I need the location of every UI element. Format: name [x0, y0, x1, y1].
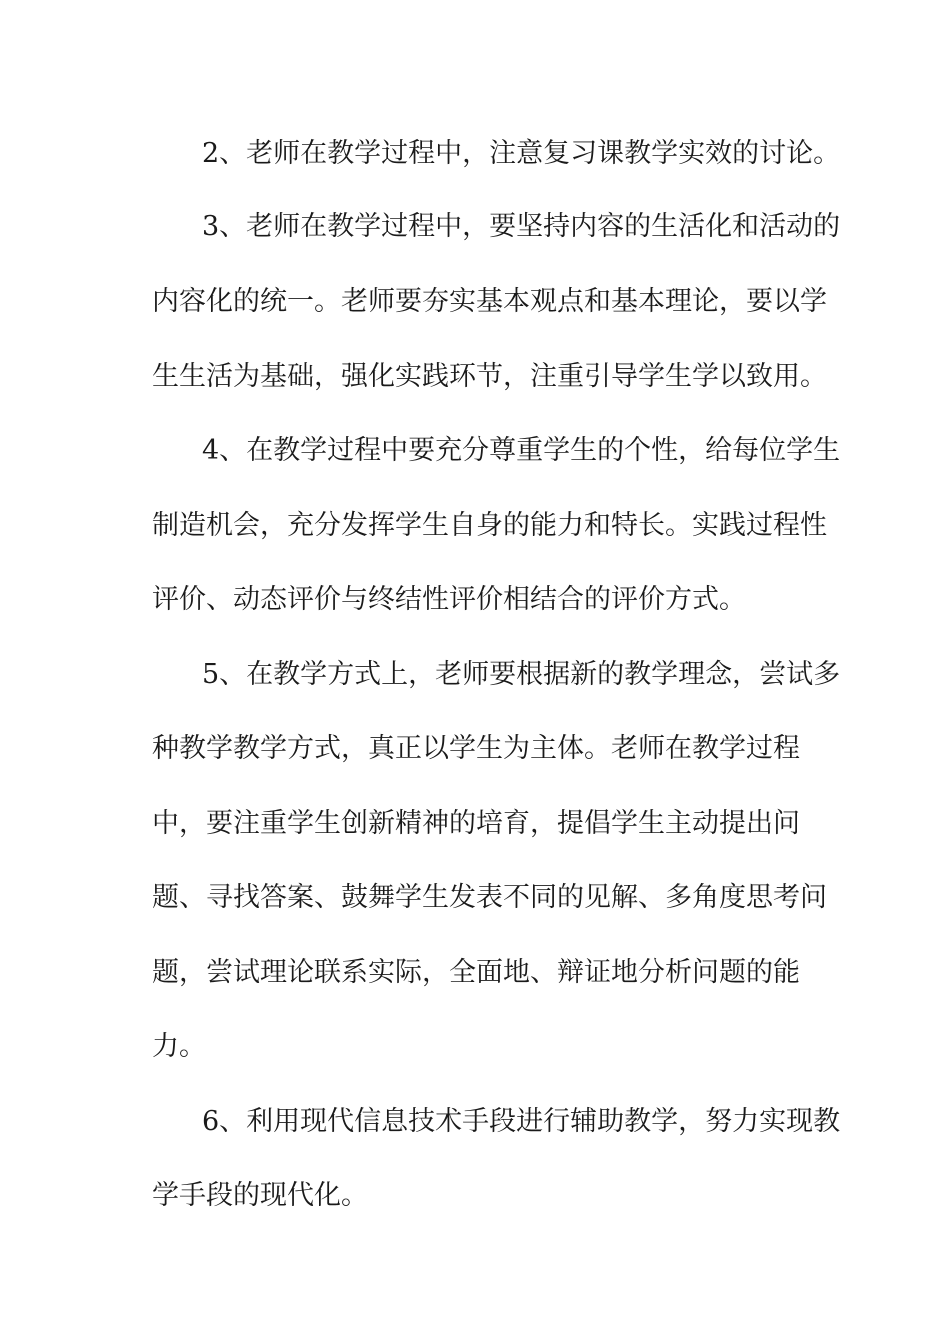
item-5-line-1: 5、在教学方式上，老师要根据新的教学理念，尝试多 [202, 659, 841, 690]
item-3-line-1: 3、老师在教学过程中，要坚持内容的生活化和活动的 [202, 211, 841, 242]
item-3-line-3: 生生活为基础，强化实践环节，注重引导学生学以致用。 [152, 361, 827, 392]
item-4-line-3: 评价、动态评价与终结性评价相结合的评价方式。 [152, 584, 746, 615]
item-4-line-1: 4、在教学过程中要充分尊重学生的个性，给每位学生 [202, 435, 841, 466]
item-2-line-1: 2、老师在教学过程中，注意复习课教学实效的讨论。 [202, 138, 841, 169]
item-5-line-5: 题，尝试理论联系实际，全面地、辩证地分析问题的能 [152, 957, 800, 988]
item-6-line-2: 学手段的现代化。 [152, 1180, 368, 1211]
item-4-line-2: 制造机会，充分发挥学生自身的能力和特长。实践过程性 [152, 510, 827, 541]
item-3-line-2: 内容化的统一。老师要夯实基本观点和基本理论，要以学 [152, 286, 827, 317]
item-6-line-1: 6、利用现代信息技术手段进行辅助教学，努力实现教 [202, 1106, 841, 1137]
item-5-line-4: 题、寻找答案、鼓舞学生发表不同的见解、多角度思考问 [152, 882, 827, 913]
item-5-line-3: 中，要注重学生创新精神的培育，提倡学生主动提出问 [152, 808, 800, 839]
item-5-line-2: 种教学教学方式，真正以学生为主体。老师在教学过程 [152, 733, 800, 764]
item-5-line-6: 力。 [152, 1031, 206, 1062]
